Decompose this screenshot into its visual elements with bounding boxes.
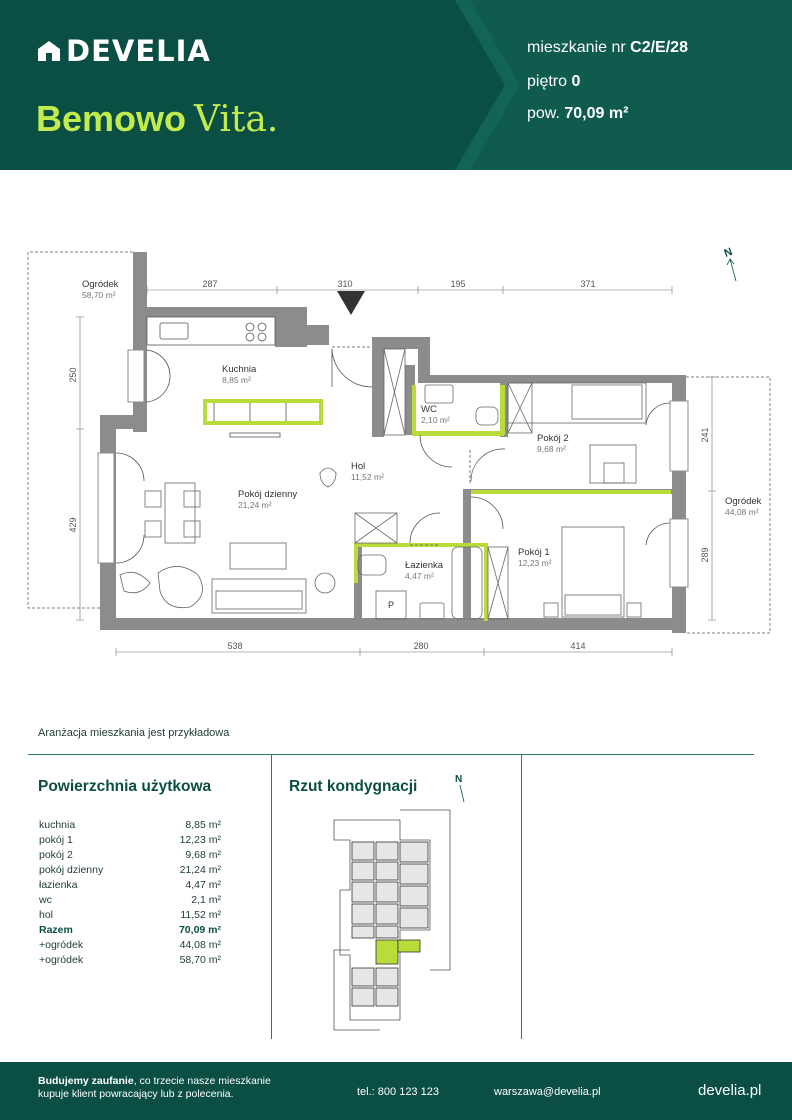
parking-symbol: P: [387, 600, 395, 610]
area-row: kuchnia 8,85 m²: [39, 819, 221, 831]
house-logo-icon: [38, 39, 60, 63]
dim-right-1: 241: [700, 427, 710, 443]
divider-vertical-1: [271, 754, 272, 1039]
dim-right-2: 289: [700, 547, 710, 563]
project-brand: [36, 98, 278, 141]
room-wc-name: WC: [421, 404, 437, 415]
floorplan-title: Rzut kondygnacji: [289, 778, 418, 795]
room-bedroom1-area: 12,23 m²: [518, 558, 552, 568]
bedroom-furniture: [508, 383, 646, 617]
dim-top-4: 371: [580, 279, 596, 289]
area-row: +ogródek 44,08 m²: [39, 939, 221, 951]
footer-email-link[interactable]: warszawa@develia.pl: [494, 1086, 601, 1098]
divider-horizontal: [28, 754, 754, 755]
area-row: wc 2,1 m²: [39, 894, 221, 906]
develia-logo[interactable]: [38, 36, 211, 66]
garden-left-name: Ogródek: [82, 279, 119, 290]
highlighted-apartment: [376, 940, 420, 964]
entrance-marker-icon: [337, 291, 365, 315]
room-living-area: 21,24 m²: [238, 500, 272, 510]
room-bedroom1-name: Pokój 1: [518, 547, 550, 558]
apartment-label: mieszkanie nr: [527, 39, 626, 56]
room-wc-area: 2,10 m²: [421, 415, 450, 425]
room-kitchen-area: 8,85 m²: [222, 375, 251, 385]
apartment-floor-plan: [0, 225, 792, 675]
dim-top-2: 310: [337, 279, 353, 289]
floor-line: [527, 72, 580, 92]
area-row: hol 11,52 m²: [39, 909, 221, 921]
room-kitchen-name: Kuchnia: [222, 364, 257, 375]
svg-text:N: N: [455, 774, 463, 785]
hall-furniture: [320, 349, 405, 543]
arrangement-note: Aranżacja mieszkania jest przykładowa: [38, 727, 230, 739]
floor-north-arrow-icon: [455, 774, 464, 802]
area-list: [39, 818, 221, 968]
floor-label: piętro: [527, 73, 568, 90]
wc-fixtures: [425, 383, 532, 433]
living-room-furniture: [120, 483, 335, 613]
area-label: pow.: [527, 105, 560, 122]
header-banner: [0, 0, 792, 170]
room-hall-name: Hol: [351, 461, 366, 472]
garden-right-name: Ogródek: [725, 496, 762, 507]
floor-number: 0: [571, 73, 581, 90]
outer-walls: [100, 252, 686, 633]
area-row: pokój dzienny 21,24 m²: [39, 864, 221, 876]
dim-bottom-2: 280: [413, 641, 429, 651]
room-living-name: Pokój dzienny: [238, 489, 298, 500]
kitchen-counter: [147, 317, 286, 437]
room-bathroom-name: Łazienka: [405, 560, 444, 571]
garden-right-area: 44,08 m²: [725, 507, 759, 517]
footer-website-link[interactable]: develia.pl: [698, 1082, 762, 1099]
dim-left-1: 250: [68, 367, 78, 383]
area-row: pokój 1 12,23 m²: [39, 834, 221, 846]
dim-bottom-3: 414: [570, 641, 586, 651]
apartment-number: C2/E/28: [630, 39, 688, 56]
room-bedroom2-name: Pokój 2: [537, 433, 569, 444]
room-bathroom-area: 4,47 m²: [405, 571, 434, 581]
room-hall-area: 11,52 m²: [351, 472, 384, 482]
brand-name-primary: Bemowo: [36, 98, 187, 139]
area-value: 70,09 m²: [564, 105, 629, 122]
chevron-decoration: [0, 0, 792, 170]
dim-top-3: 195: [450, 279, 466, 289]
floor-overview-plan: [300, 770, 470, 1035]
dim-bottom-1: 538: [227, 641, 243, 651]
usable-area-title: Powierzchnia użytkowa: [38, 778, 212, 795]
dim-left-2: 429: [68, 517, 78, 533]
garden-left-area: 58,70 m²: [82, 290, 116, 300]
footer-phone-link[interactable]: tel.: 800 123 123: [357, 1086, 439, 1098]
logo-text: DEVELIA: [66, 34, 211, 68]
area-line: [527, 104, 628, 124]
brand-name-secondary: Vita.: [194, 99, 279, 140]
svg-text:N: N: [722, 245, 735, 260]
dim-top-1: 287: [202, 279, 218, 289]
north-arrow-icon: [723, 246, 736, 281]
footer-slogan: Budujemy zaufanie, co trzecie nasze mieszkanie kupuje klient powracający lub z polecenia.: [38, 1075, 271, 1100]
area-row: pokój 2 9,68 m²: [39, 849, 221, 861]
footer: [0, 1062, 792, 1120]
area-total-row: Razem 70,09 m²: [39, 924, 221, 936]
apartment-number-line: [527, 38, 688, 58]
area-row: +ogródek 58,70 m²: [39, 954, 221, 966]
divider-vertical-2: [521, 754, 522, 1039]
room-bedroom2-area: 9,68 m²: [537, 444, 566, 454]
area-row: łazienka 4,47 m²: [39, 879, 221, 891]
